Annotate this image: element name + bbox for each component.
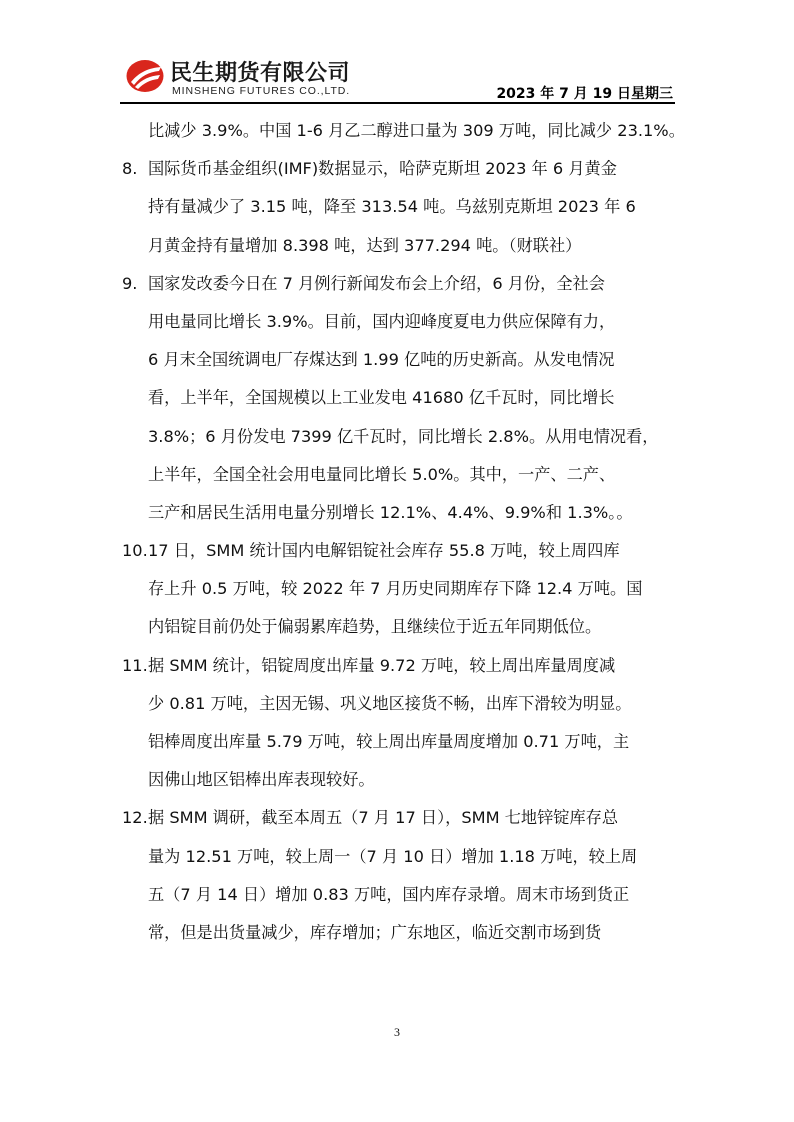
item-text-line: 17 日，SMM 统计国内电解铝锭社会库存 55.8 万吨，较上周四库 xyxy=(148,541,620,561)
item-text-line: 3.8%；6 月份发电 7399 亿千瓦时，同比增长 2.8%。从用电情况看， xyxy=(148,426,659,446)
company-logo xyxy=(125,56,365,96)
item-text-line: 国际货币基金组织(IMF)数据显示，哈萨克斯坦 2023 年 6 月黄金 xyxy=(148,159,617,179)
page-number: 3 xyxy=(394,1025,400,1039)
item-text-line: 三产和居民生活用电量分别增长 12.1%、4.4%、9.9%和 1.3%。。 xyxy=(148,502,633,522)
list-item-9 xyxy=(122,265,682,532)
list-item-11 xyxy=(122,647,682,800)
item-text-line: 量为 12.51 万吨，较上周一（7 月 10 日）增加 1.18 万吨，较上周 xyxy=(148,846,638,866)
item-text-line: 五（7 月 14 日）增加 0.83 万吨，国内库存录增。周末市场到货正 xyxy=(148,884,630,904)
logo-chinese-name: 民生期货有限公司 xyxy=(170,61,351,86)
continued-paragraph: 比减少 3.9%。中国 1-6 月乙二醇进口量为 309 万吨，同比减少 23.1%。 xyxy=(148,121,685,140)
document-body xyxy=(122,112,685,952)
item-text-line: 月黄金持有量增加 8.398 吨，达到 377.294 吨。（财联社） xyxy=(148,235,582,255)
item-text-line: 内铝锭目前仍处于偏弱累库趋势，且继续位于近五年同期低位。 xyxy=(148,617,602,637)
item-number: 12. xyxy=(122,808,148,828)
item-text-line: 用电量同比增长 3.9%。目前，国内迎峰度夏电力供应保障有力， xyxy=(148,311,616,331)
item-text-line: 少 0.81 万吨，主因无锡、巩义地区接货不畅，出库下滑较为明显。 xyxy=(148,693,632,713)
logo-english-name: MINSHENG FUTURES CO.,LTD. xyxy=(172,85,351,97)
minsheng-logo-icon xyxy=(125,58,165,94)
item-text-line: 因佛山地区铝棒出库表现较好。 xyxy=(148,770,375,790)
list-item-12 xyxy=(122,799,682,952)
report-date: 2023 年 7 月 19 日星期三 xyxy=(496,86,673,102)
item-number: 9. xyxy=(122,273,138,293)
item-number: 8. xyxy=(122,159,138,179)
list-item-8 xyxy=(122,150,682,265)
item-text-line: 据 SMM 调研，截至本周五（7 月 17 日），SMM 七地锌锭库存总 xyxy=(148,808,619,828)
header-divider xyxy=(120,102,675,104)
item-number: 11. xyxy=(122,655,148,675)
item-number: 10. xyxy=(122,541,148,561)
item-text-line: 据 SMM 统计，铝锭周度出库量 9.72 万吨，较上周出库量周度减 xyxy=(148,655,616,675)
item-text-line: 持有量减少了 3.15 吨，降至 313.54 吨。乌兹别克斯坦 2023 年 6 xyxy=(148,197,636,217)
item-text-line: 铝棒周度出库量 5.79 万吨，较上周出库量周度增加 0.71 万吨，主 xyxy=(148,732,630,751)
item-text-line: 存上升 0.5 万吨，较 2022 年 7 月历史同期库存下降 12.4 万吨。国 xyxy=(148,579,643,599)
item-text-line: 看，上半年，全国规模以上工业发电 41680 亿千瓦时，同比增长 xyxy=(148,388,615,408)
page-header xyxy=(120,50,675,102)
list-item-10 xyxy=(122,532,682,647)
item-text-line: 上半年，全国全社会用电量同比增长 5.0%。其中，一产、二产、 xyxy=(148,464,616,484)
item-text-line: 国家发改委今日在 7 月例行新闻发布会上介绍，6 月份，全社会 xyxy=(148,273,605,293)
item-text-line: 常，但是出货量减少，库存增加；广东地区，临近交割市场到货 xyxy=(148,922,602,942)
item-text-line: 6 月末全国统调电厂存煤达到 1.99 亿吨的历史新高。从发电情况 xyxy=(148,350,615,370)
